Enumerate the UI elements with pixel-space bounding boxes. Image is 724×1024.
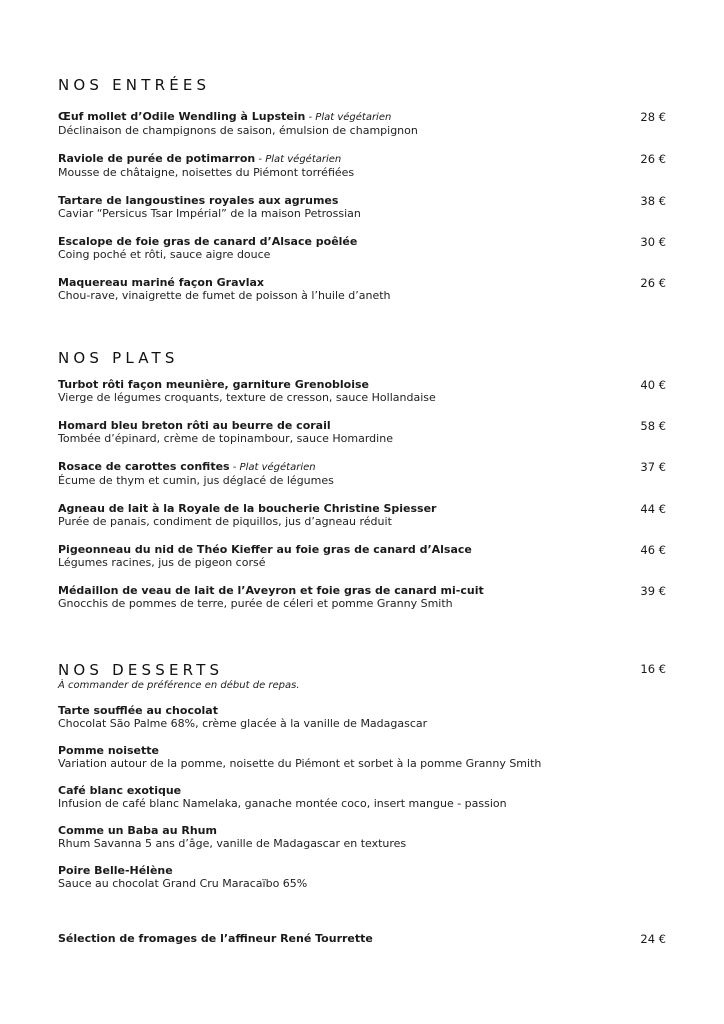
item-name: Sélection de fromages de l’affineur René Tourrette [58,932,373,945]
menu-item [58,460,668,487]
item-description: Mousse de châtaigne, noisettes du Piémont torréfiées [58,166,355,179]
section-title: NOS PLATS [58,349,179,367]
item-name [58,194,628,207]
item-description: Sauce au chocolat Grand Cru Maracaïbo 65% [58,877,308,890]
item-price: 39 € [640,584,666,598]
item-price: 58 € [640,419,666,433]
item-name-text: Raviole de purée de potimarron [58,152,256,165]
item-price: 38 € [640,194,666,208]
item-description: Coing poché et rôti, sauce aigre douce [58,248,271,261]
item-name-text: Pigeonneau du nid de Théo Kieffer au foie gras de canard d’Alsace [58,543,472,556]
section-fromages [58,932,668,945]
item-tag: - Plat végétarien [255,154,342,165]
menu-page [58,0,668,1024]
item-name: Tarte soufflée au chocolat [58,704,218,717]
item-description: Infusion de café blanc Namelaka, ganache montée coco, insert mangue - passion [58,797,507,810]
item-description: Tombée d’épinard, crème de topinambour, sauce Homardine [58,432,393,445]
item-name [58,276,628,289]
item-description: Rhum Savanna 5 ans d’âge, vanille de Madagascar en textures [58,837,407,850]
item-name-text: Escalope de foie gras de canard d’Alsace poêlée [58,235,358,248]
item-name-text: Médaillon de veau de lait de l’Aveyron et foie gras de canard mi-cuit [58,584,484,597]
item-description: Chocolat São Palme 68%, crème glacée à la vanille de Madagascar [58,717,428,730]
section-header [58,349,668,367]
section-plats [58,349,668,610]
menu-item [58,932,668,945]
section-title: NOS ENTRÉES [58,76,211,94]
item-name: Comme un Baba au Rhum [58,824,217,837]
item-name [58,419,628,432]
item-description: Vierge de légumes croquants, texture de cresson, sauce Hollandaise [58,391,436,404]
item-name-text: Turbot rôti façon meunière, garniture Grenobloise [58,378,369,391]
item-name: Pomme noisette [58,744,159,757]
menu-item [58,110,668,137]
item-name: Poire Belle-Hélène [58,864,173,877]
item-name [58,110,628,124]
item-description: Caviar “Persicus Tsar Impérial” de la maison Petrossian [58,207,361,220]
item-price: 26 € [640,152,666,166]
menu-item [58,704,668,730]
section-desserts [58,661,668,890]
section-header [58,661,668,692]
item-price: 37 € [640,460,666,474]
menu-item [58,864,668,890]
item-name-text: Maquereau mariné façon Gravlax [58,276,264,289]
item-price: 44 € [640,502,666,516]
section-header [58,76,668,94]
item-price: 30 € [640,235,666,249]
item-name: Café blanc exotique [58,784,182,797]
item-name [58,152,628,166]
item-price: 46 € [640,543,666,557]
item-name [58,460,628,474]
menu-item [58,543,668,569]
item-name-text: Agneau de lait à la Royale de la boucherie Christine Spiesser [58,502,437,515]
item-price: 40 € [640,378,666,392]
menu-item [58,276,668,302]
menu-item [58,744,668,770]
section-entrees [58,76,668,302]
section-note: À commander de préférence en début de repas. [58,680,300,691]
menu-item [58,502,668,528]
section-price: 16 € [640,662,666,676]
item-description: Gnocchis de pommes de terre, purée de céleri et pomme Granny Smith [58,597,453,610]
section-title: NOS DESSERTS [58,661,224,679]
item-name [58,584,628,597]
item-description: Déclinaison de champignons de saison, émulsion de champignon [58,124,418,137]
item-tag: - Plat végétarien [305,112,392,123]
menu-item [58,784,668,810]
item-name [58,235,628,248]
item-price: 24 € [640,932,666,946]
item-description: Variation autour de la pomme, noisette du Piémont et sorbet à la pomme Granny Smith [58,757,542,770]
item-name [58,378,628,391]
item-description: Chou-rave, vinaigrette de fumet de poisson à l’huile d’aneth [58,289,391,302]
menu-item [58,194,668,220]
menu-item [58,419,668,445]
item-tag: - Plat végétarien [229,462,316,473]
item-name-text: Rosace de carottes confites [58,460,230,473]
item-description: Écume de thym et cumin, jus déglacé de légumes [58,474,334,487]
item-description: Purée de panais, condiment de piquillos, jus d’agneau réduit [58,515,392,528]
menu-item [58,152,668,179]
menu-item [58,235,668,261]
item-name [58,543,628,556]
item-name-text: Homard bleu breton rôti au beurre de corail [58,419,331,432]
item-description: Légumes racines, jus de pigeon corsé [58,556,266,569]
item-price: 26 € [640,276,666,290]
item-name-text: Tartare de langoustines royales aux agrumes [58,194,339,207]
item-name [58,502,628,515]
items-list [58,704,668,904]
item-name-text: Œuf mollet d’Odile Wendling à Lupstein [58,110,306,123]
menu-item [58,824,668,850]
item-price: 28 € [640,110,666,124]
items-list [58,378,668,625]
menu-item [58,378,668,404]
menu-item [58,584,668,610]
items-list [58,110,668,317]
